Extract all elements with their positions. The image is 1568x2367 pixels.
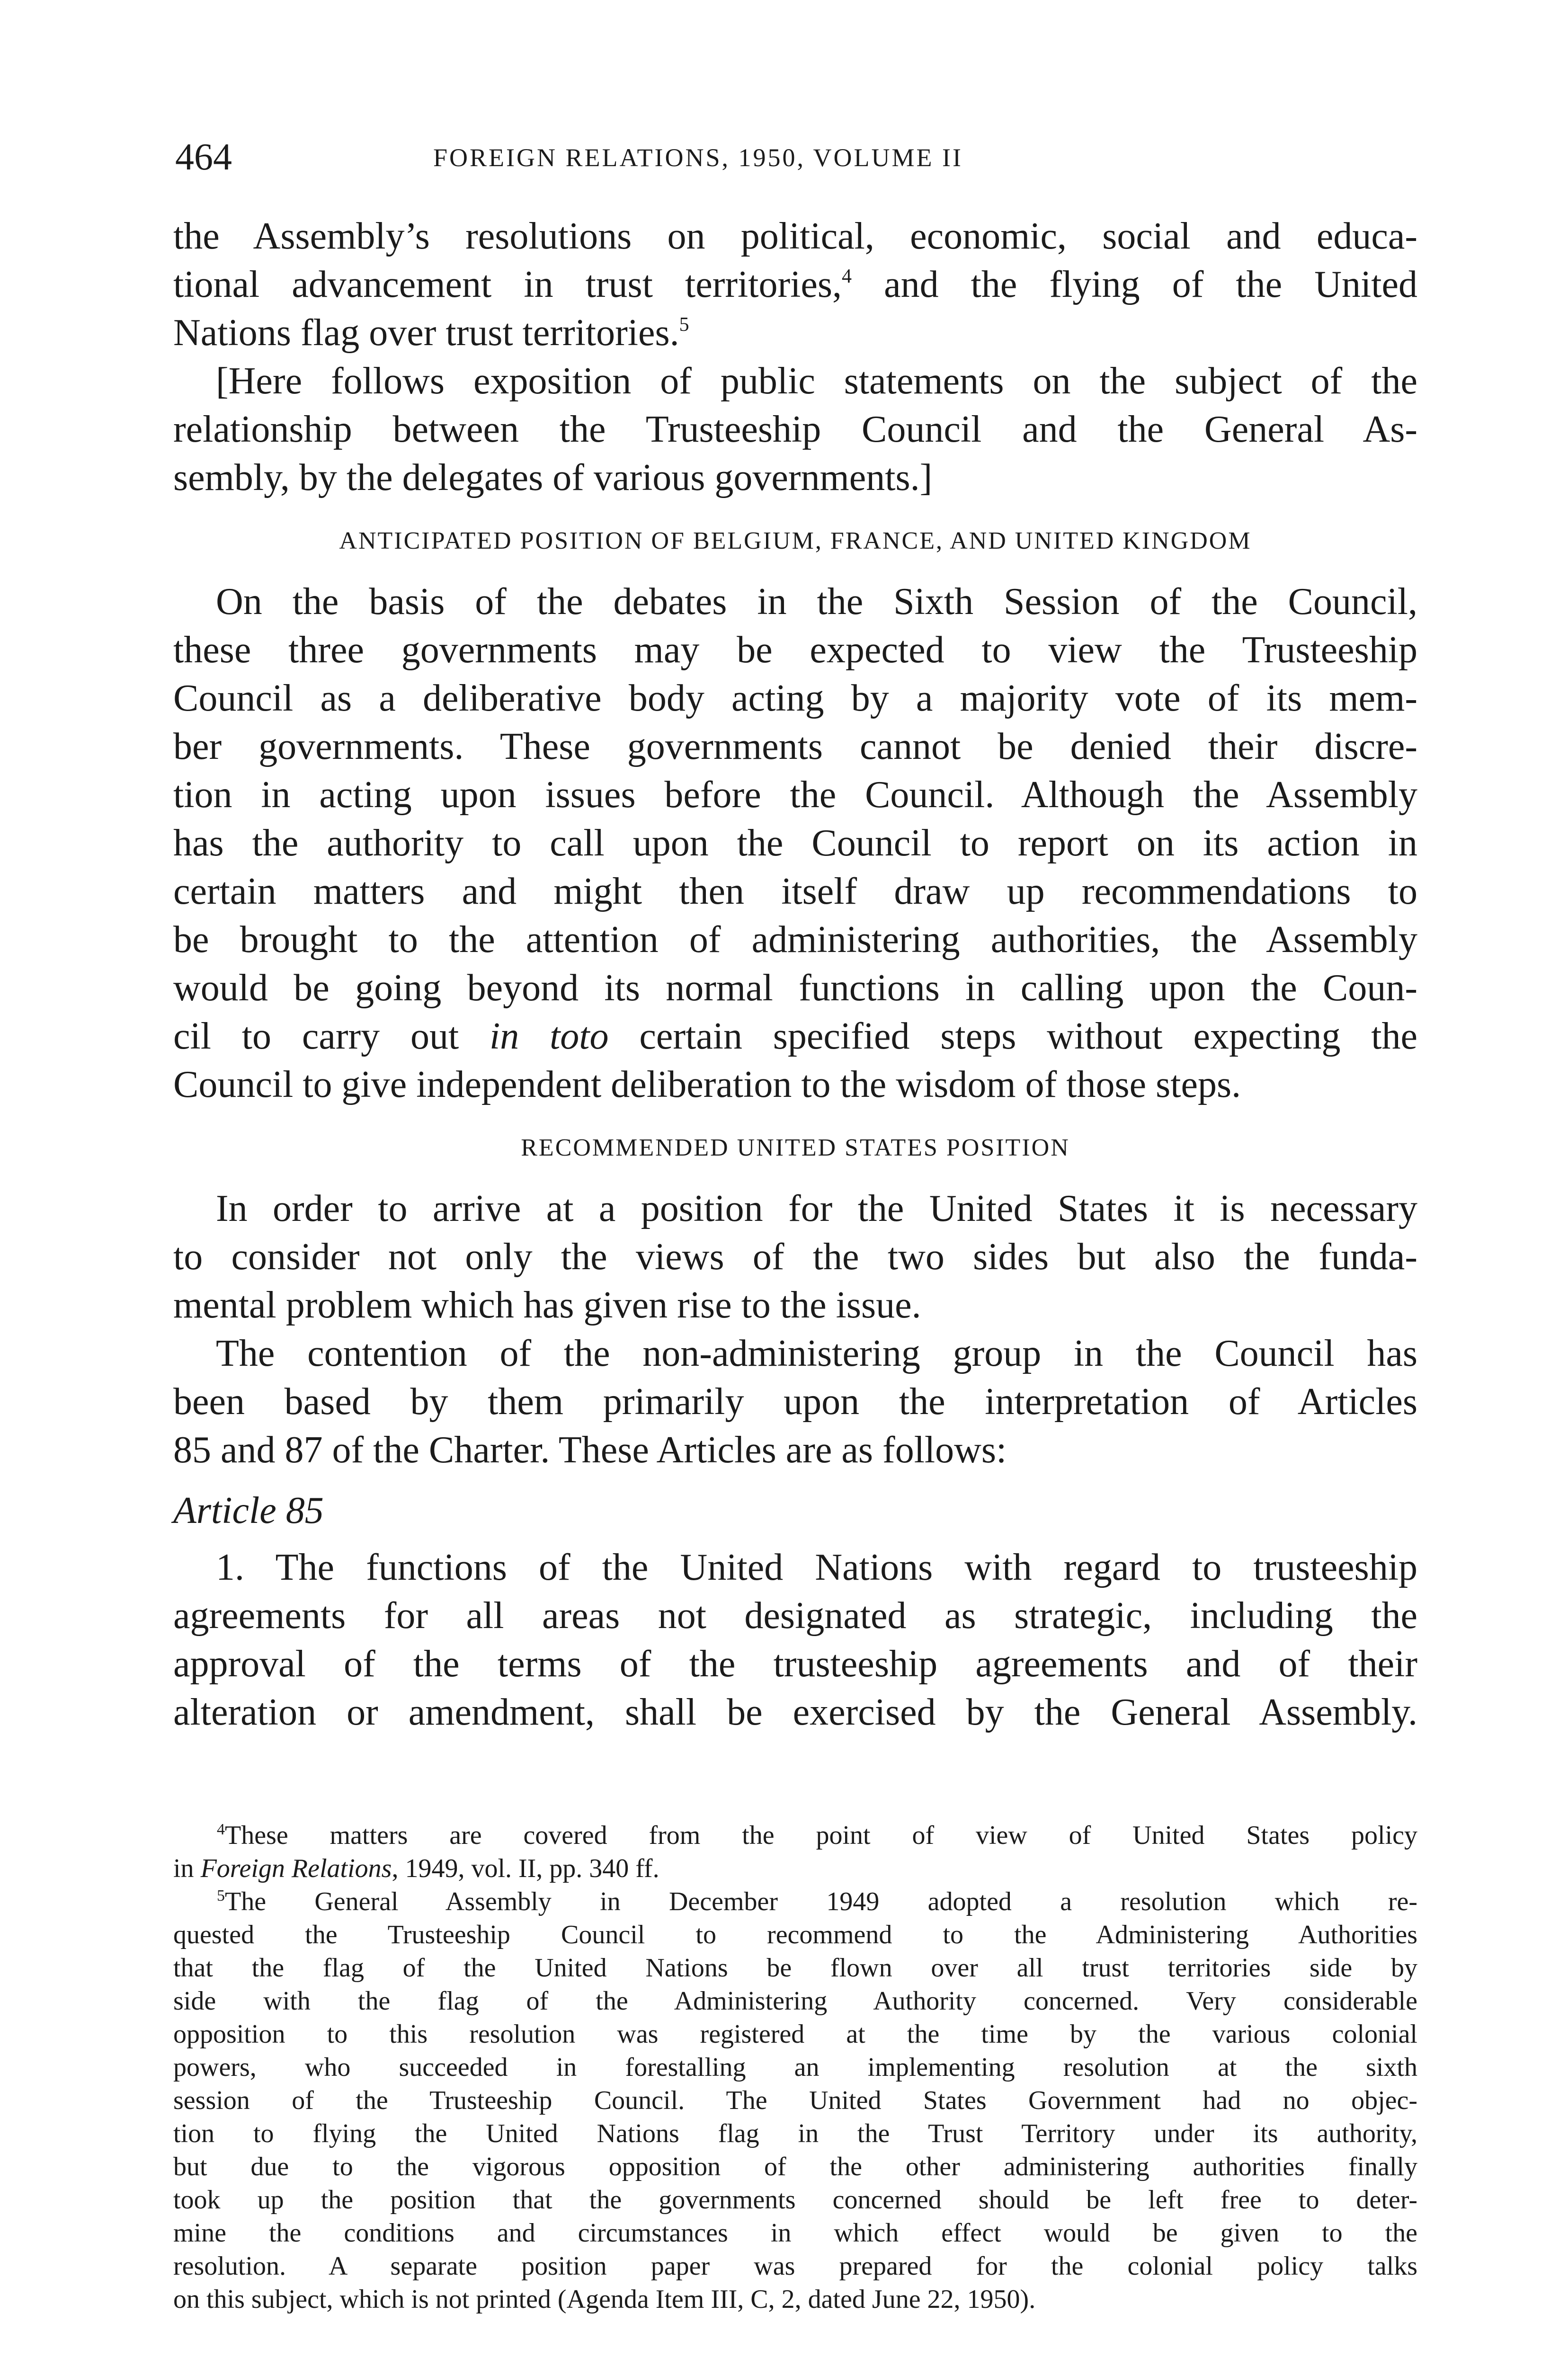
text-line: be brought to the attention of administering authorities, the Assembly	[173, 919, 1417, 961]
text-line	[173, 260, 1417, 309]
text-line: relationship between the Trusteeship Council and the General As-	[173, 409, 1417, 450]
article-85-paragraph	[173, 1543, 1417, 1736]
footnote-line: mine the conditions and circumstances in which effect would be given to the	[173, 2218, 1417, 2248]
text-span: tional advancement in trust territories,	[173, 264, 842, 305]
text-line	[173, 309, 1417, 357]
footnote-line: took up the position that the governments concerned should be left free to deter-	[173, 2185, 1417, 2215]
footnote-line: but due to the vigorous opposition of the other administering authorities finally	[173, 2152, 1417, 2181]
text-line: would be going beyond its normal functions in calling upon the Coun-	[173, 967, 1417, 1009]
text-line: the Assembly’s resolutions on political, economic, social and educa-	[173, 215, 1417, 257]
footnote-line	[173, 1885, 1417, 1918]
page-number: 464	[175, 136, 232, 178]
text-line: sembly, by the delegates of various governments.]	[173, 457, 933, 498]
section-heading-anticipated: ANTICIPATED POSITION OF BELGIUM, FRANCE, AND UNITED KINGDOM	[339, 527, 1252, 554]
text-line: In order to arrive at a position for the United States it is necessary	[216, 1188, 1417, 1229]
text-line: tion in acting upon issues before the Council. Although the Assembly	[173, 774, 1417, 816]
italic-title: Foreign Relations	[200, 1854, 392, 1883]
text-span: cil to carry out	[173, 1015, 490, 1057]
text-span: in	[173, 1854, 201, 1883]
italic-phrase: in toto	[490, 1015, 609, 1057]
footnote-marker: 4	[217, 1821, 225, 1838]
text-line: agreements for all areas not designated as strategic, including the	[173, 1595, 1417, 1637]
text-line: [Here follows exposition of public statements on the subject of the	[216, 360, 1417, 402]
footnote-line: on this subject, which is not printed (Agenda Item III, C, 2, dated June 22, 1950).	[173, 2285, 1036, 2314]
anticipated-paragraph	[173, 578, 1417, 1109]
footnote-4	[173, 1819, 1417, 1885]
article-85-heading: Article 85	[173, 1490, 324, 1531]
footnote-ref-4[interactable]: 4	[841, 266, 852, 287]
section-heading-recommended: RECOMMENDED UNITED STATES POSITION	[521, 1134, 1070, 1161]
recommended-paragraph-1	[173, 1184, 1417, 1329]
running-head: FOREIGN RELATIONS, 1950, VOLUME II	[433, 143, 963, 172]
text-line: 85 and 87 of the Charter. These Articles are as follows:	[173, 1429, 1007, 1471]
footnote-5	[173, 1885, 1417, 2316]
footnotes	[173, 1819, 1417, 2316]
text-line: 1. The functions of the United Nations with regard to trusteeship	[216, 1547, 1417, 1588]
text-line: alteration or amendment, shall be exercised by the General Assembly.	[173, 1691, 1417, 1733]
footnote-line: side with the flag of the Administering Authority concerned. Very considerable	[173, 1986, 1417, 2016]
text-span: certain specified steps without expecting the	[608, 1015, 1418, 1057]
footnote-line: powers, who succeeded in forestalling an implementing resolution at the sixth	[173, 2053, 1417, 2082]
text-line: The contention of the non-administering group in the Council has	[216, 1333, 1417, 1374]
footnote-line	[173, 1852, 1417, 1885]
page-header	[170, 133, 1420, 181]
text-line: these three governments may be expected to view the Trusteeship	[173, 629, 1417, 671]
text-line: certain matters and might then itself draw up recommendations to	[173, 871, 1417, 912]
text-line: been based by them primarily upon the interpretation of Articles	[173, 1381, 1417, 1423]
intro-paragraph	[173, 212, 1417, 357]
text-line: to consider not only the views of the two sides but also the funda-	[173, 1236, 1417, 1278]
footnote-ref-5[interactable]: 5	[679, 314, 689, 336]
text-line: Council as a deliberative body acting by a majority vote of its mem-	[173, 677, 1417, 719]
footnote-line: resolution. A separate position paper was prepared for the colonial policy talks	[173, 2251, 1417, 2281]
recommended-paragraph-2	[173, 1329, 1417, 1474]
text-line: ber governments. These governments cannot be denied their discre-	[173, 726, 1417, 767]
text-line: has the authority to call upon the Council to report on its action in	[173, 822, 1417, 864]
text-span: Nations flag over trust territories.	[173, 312, 679, 354]
footnote-marker: 5	[217, 1887, 225, 1904]
text-line: On the basis of the debates in the Sixth Session of the Council,	[216, 581, 1417, 623]
footnote-line	[173, 1819, 1417, 1852]
footnote-line: that the flag of the United Nations be flown over all trust territories side by	[173, 1953, 1417, 1983]
text-span: The General Assembly in December 1949 adopted a resolution which re-	[225, 1887, 1417, 1916]
text-span: These matters are covered from the point of view of United States policy	[225, 1821, 1417, 1850]
editorial-note-paragraph	[173, 357, 1417, 502]
text-span: and the flying of the United	[851, 264, 1417, 305]
text-line: approval of the terms of the trusteeship agreements and of their	[173, 1643, 1417, 1685]
text-line: mental problem which has given rise to the issue.	[173, 1284, 921, 1326]
footnote-line: opposition to this resolution was registered at the time by the various colonial	[173, 2020, 1417, 2049]
footnote-line: quested the Trusteeship Council to recommend to the Administering Authorities	[173, 1920, 1417, 1949]
footnote-line: session of the Trusteeship Council. The United States Government had no objec-	[173, 2086, 1417, 2115]
text-line	[173, 1012, 1417, 1060]
footnote-line: tion to flying the United Nations flag in the Trust Territory under its authority,	[173, 2119, 1417, 2148]
text-line: Council to give independent deliberation to the wisdom of those steps.	[173, 1064, 1241, 1105]
main-text	[173, 212, 1417, 1736]
text-span: , 1949, vol. II, pp. 340 ff.	[392, 1854, 659, 1883]
